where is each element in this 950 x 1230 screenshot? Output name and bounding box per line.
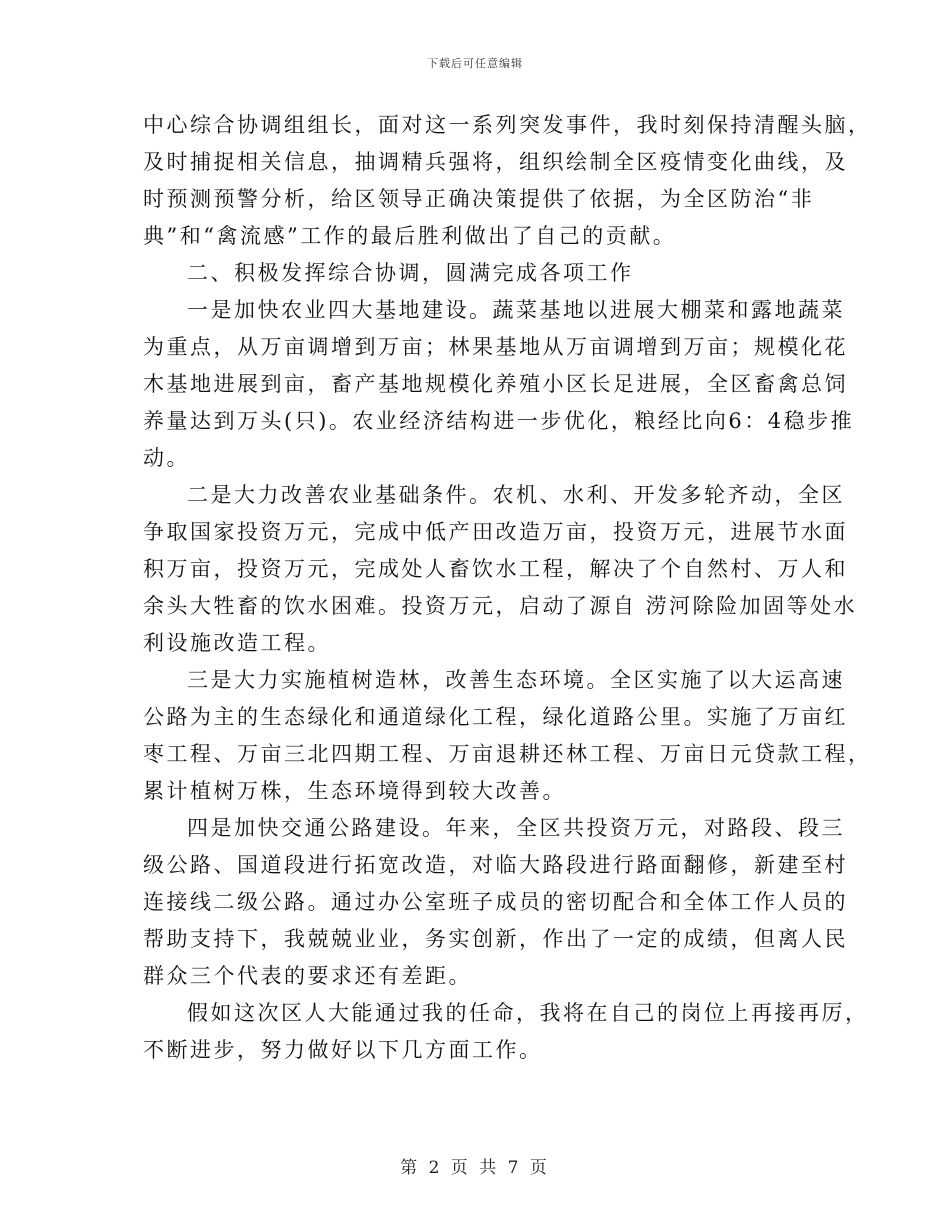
body-text-line: 枣工程、万亩三北四期工程、万亩退耕还林工程、万亩日元贷款工程， bbox=[143, 742, 872, 766]
body-text-line: 木基地进展到亩，畜产基地规模化养殖小区长足进展，全区畜禽总饲 bbox=[143, 372, 848, 396]
body-text-line: 群众三个代表的要求还有差距。 bbox=[143, 964, 472, 988]
body-text-line: 假如这次区人大能通过我的任命，我将在自己的岗位上再接再厉， bbox=[187, 1001, 869, 1025]
body-text-line: 典”和“禽流感”工作的最后胜利做出了自己的贡献。 bbox=[143, 224, 677, 248]
body-text-line: 为重点，从万亩调增到万亩；林果基地从万亩调增到万亩；规模化花 bbox=[143, 335, 848, 359]
page-header-note: 下载后可任意编辑 bbox=[427, 57, 523, 70]
body-text-line: 养量达到万头(只)。农业经济结构进一步优化，粮经比向6：4稳步推 bbox=[143, 409, 855, 433]
body-text-line: 不断进步，努力做好以下几方面工作。 bbox=[143, 1038, 543, 1062]
body-text-line: 余头大牲畜的饮水困难。投资万元，启动了源自 涝河除险加固等处水 bbox=[143, 594, 858, 618]
body-text-line: 时预测预警分析，给区领导正确决策提供了依据，为全区防治“非 bbox=[143, 187, 815, 211]
body-text-line: 二是大力改善农业基础条件。农机、水利、开发多轮齐动，全区 bbox=[187, 483, 845, 507]
body-text-line: 二、积极发挥综合协调，圆满完成各项工作 bbox=[187, 261, 634, 285]
body-text-line: 公路为主的生态绿化和通道绿化工程，绿化道路公里。实施了万亩红 bbox=[143, 705, 848, 729]
body-text-line: 三是大力实施植树造林，改善生态环境。全区实施了以大运高速 bbox=[187, 668, 845, 692]
body-text-line: 及时捕捉相关信息，抽调精兵强将，组织绘制全区疫情变化曲线，及 bbox=[143, 150, 848, 174]
body-text-line: 利设施改造工程。 bbox=[143, 631, 331, 655]
page-number-footer: 第 2 页 共 7 页 bbox=[400, 1158, 550, 1178]
body-text-line: 四是加快交通公路建设。年来，全区共投资万元，对路段、段三 bbox=[187, 816, 845, 840]
body-text-line: 积万亩，投资万元，完成处人畜饮水工程，解决了个自然村、万人和 bbox=[143, 557, 848, 581]
body-text-line: 动。 bbox=[143, 446, 190, 470]
body-text-line: 中心综合协调组组长，面对这一系列突发事件，我时刻保持清醒头脑， bbox=[143, 113, 872, 137]
body-text-line: 帮助支持下，我兢兢业业，务实创新，作出了一定的成绩，但离人民 bbox=[143, 927, 848, 951]
body-text-line: 争取国家投资万元，完成中低产田改造万亩，投资万元，进展节水面 bbox=[143, 520, 848, 544]
body-text-line: 一是加快农业四大基地建设。蔬菜基地以进展大棚菜和露地蔬菜 bbox=[187, 298, 845, 322]
body-text-line: 连接线二级公路。通过办公室班子成员的密切配合和全体工作人员的 bbox=[143, 890, 848, 914]
document-body bbox=[143, 107, 872, 1069]
body-text-line: 级公路、国道段进行拓宽改造，对临大路段进行路面翻修，新建至村 bbox=[143, 853, 848, 877]
body-text-line: 累计植树万株，生态环境得到较大改善。 bbox=[143, 779, 566, 803]
